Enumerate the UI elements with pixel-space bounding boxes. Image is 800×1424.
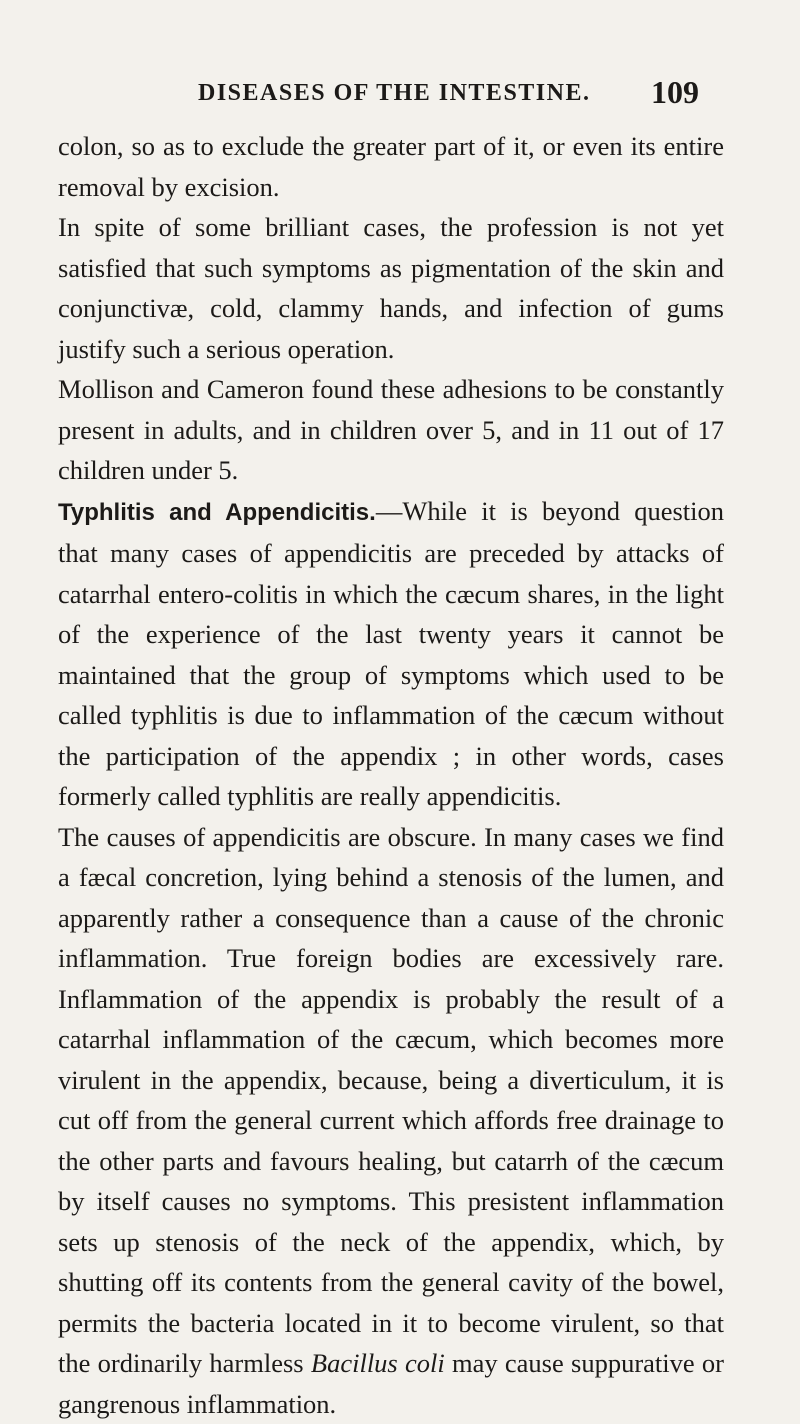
page-header <box>0 74 800 114</box>
paragraph: Mollison and Cameron found these adhesions to be constantly present in adults, and in children over 5, and in 11 out of 17 children under 5. <box>58 369 724 491</box>
italic-term: Bacillus coli <box>311 1348 445 1378</box>
paragraph-text: —While it is beyond question that many cases of appendicitis are preceded by attacks of catarrhal entero-colitis in which the cæcum shares, in the light of the experience of the last twenty years it cannot be maintained that the group of symptoms which used to be called typhlitis is due to inflammation of the cæcum without the participation of the appendix ; in other words, cases formerly called typhlitis are really appendicitis. <box>58 496 724 812</box>
page-number: 109 <box>651 74 699 111</box>
paragraph-text: The causes of appendicitis are obscure. In many cases we find a fæcal concretion, lying behind a stenosis of the lumen, and apparently rather a consequence than a cause of the chronic inflammation. True foreign bodies are excessively rare. Inflammation of the appendix is probably the result of a catarrhal inflammation of the cæcum, which becomes more virulent in the appendix, because, being a diverticulum, it is cut off from the general current which affords free drainage to the other parts and favours healing, but catarrh of the cæcum by itself causes no symptoms. This presistent inflammation sets up stenosis of the neck of the appendix, which, by shutting off its contents from the general cavity of the bowel, permits the bacteria located in it to become virulent, so that the ordinarily harmless <box>58 822 724 1379</box>
running-head: DISEASES OF THE INTESTINE. <box>198 80 590 107</box>
paragraph <box>58 491 724 817</box>
body-text <box>58 126 724 1424</box>
paragraph-text: may cause suppurative or gangrenous inflammation. <box>58 1348 724 1419</box>
paragraph: In spite of some brilliant cases, the profession is not yet satisfied that such symptoms as pigmentation of the skin and conjunctivæ, cold, clammy hands, and infection of gums justify such a serious operation. <box>58 207 724 369</box>
section-heading: Typhlitis and Appendicitis. <box>58 499 376 526</box>
paragraph: colon, so as to exclude the greater part of it, or even its entire removal by excision. <box>58 126 724 207</box>
paragraph <box>58 817 724 1424</box>
